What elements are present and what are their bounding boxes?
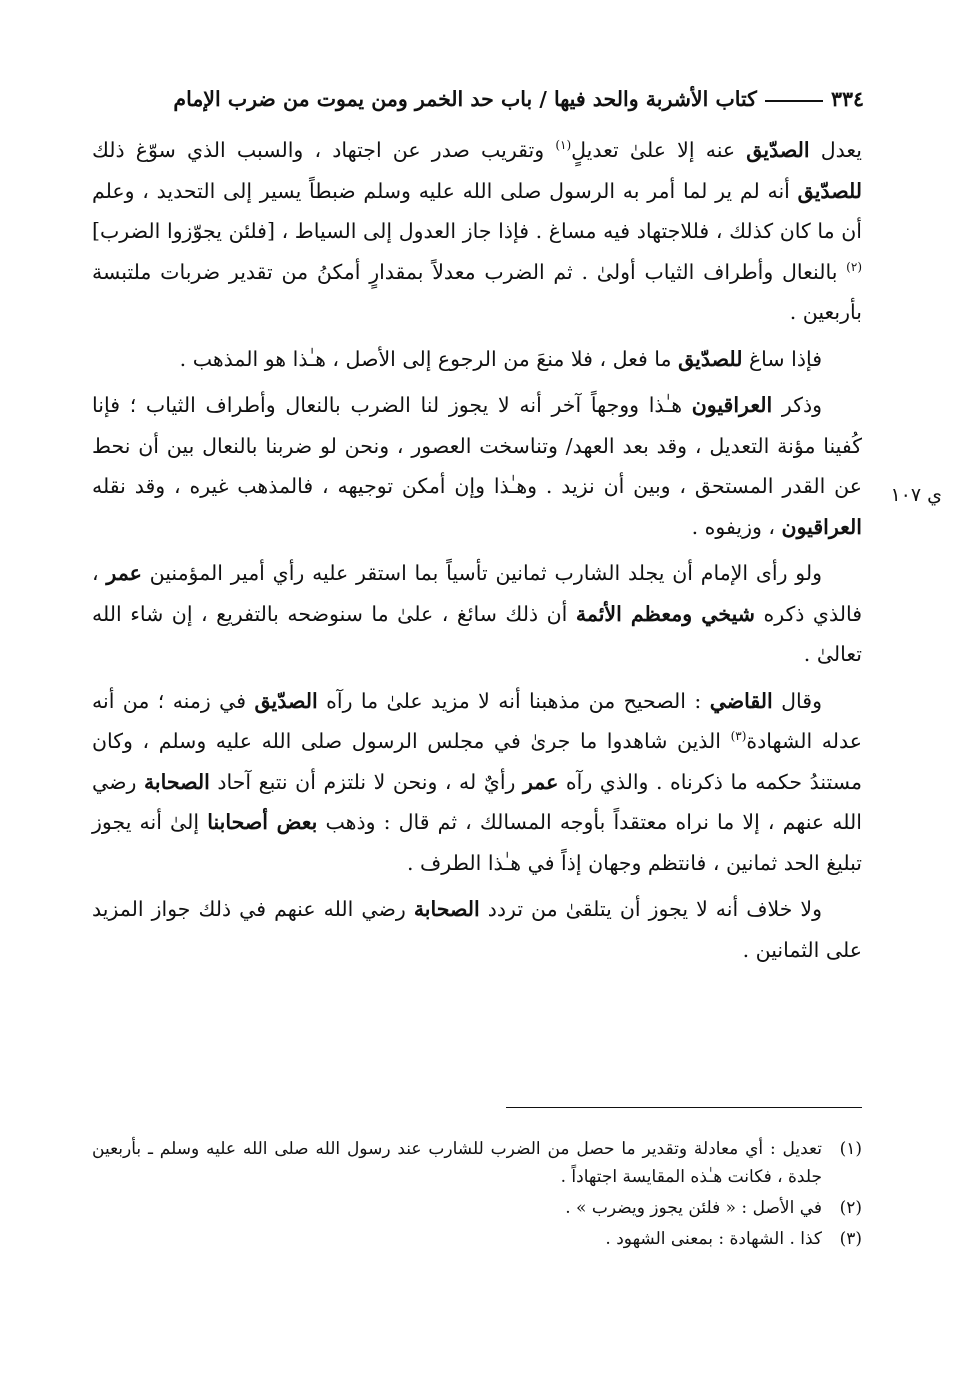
emphasized-name: عمر [106,561,142,585]
emphasized-name: الصحابة [143,769,210,794]
footnote-number: (١) [839,1139,862,1159]
text-run: رأيٌ له ، ونحن لا نلتزم أن نتبع آحاد [209,769,523,794]
text-run: وتقريب صدر عن اجتهاد ، والسبب الذي سوّغ ذلك [92,138,556,162]
footnote-number: (٣) [839,1229,862,1249]
running-header [92,80,864,118]
text-run: أنه لم ير لما أمر به الرسول صلى الله عليه وسلم ضبطاً يسير إلى التحديد ، وعلم أن ما كان كذلك ، فللاجتهاد فيه مساغ . فإذا جاز العدول إلى السياط ، [فلئن يجوّزوا الضرب] [92,178,862,243]
margin-reference: ي ١٠٧ [890,484,942,506]
text-run: يعدل [809,138,862,162]
footnote [92,1194,862,1222]
paragraph [92,681,862,884]
footnote-ref: (١) [555,138,572,153]
emphasized-name: بعض أصحابنا [207,810,318,834]
emphasized-name: شيخي ومعظم الأئمة [575,601,755,626]
text-run: ، وزيفوه . [691,514,782,539]
emphasized-name: للصدّيق [678,346,743,371]
footnote-text: كذا . الشهادة : بمعنى الشهود . [605,1229,822,1249]
text-run: ولو رأى الإمام أن يجلد الشارب ثمانين تأسياً بما استقر عليه رأي أمير المؤمنين [141,561,823,585]
text-run: بالنعال وأطراف الثياب أولىٰ . ثم الضرب معدلاً بمقدارٍ أمكنُ من تقدير ضربات ملتبسة بأربعين . [92,259,862,324]
main-text [92,130,862,976]
text-run: عنه إلا علىٰ تعديلٍ [571,138,747,162]
footnote-ref: (٢) [846,259,862,274]
text-run: فإذا ساغ [742,346,822,371]
footnote-number: (٢) [839,1198,862,1218]
emphasized-name: القاضي [709,688,773,713]
paragraph [92,385,862,547]
emphasized-name: الصحابة [413,897,480,921]
emphasized-name: عمر [522,769,559,794]
emphasized-name: للصدّيق [797,178,862,203]
paragraph [92,889,862,970]
emphasized-name: الصدّيق [254,688,318,713]
footnote-separator [506,1107,862,1108]
text-run: في زمنه ؛ من أنه عدله الشهادة [92,688,862,753]
text-run: ما فعل ، فلا منعَ من الرجوع إلى الأصل ، هـٰذا هو المذهب . [179,346,679,371]
emphasized-name: العراقيون [691,393,773,417]
text-run: رضي الله عنهم ، إلا ما نراه معتقداً بأوجه المسالك ، ثم قال : وذهب [92,769,862,834]
text-run: الذين شاهدوا ما جرىٰ في مجلس الرسول صلى الله عليه وسلم ، وكان مستندُ حكمه ما ذكرناه . والذي رآه [92,729,862,794]
paragraph [92,130,862,333]
text-run: : الصحيح من مذهبنا أنه لا مزيد علىٰ ما رآه [317,688,710,713]
page-number: ٣٣٤ [830,87,864,111]
text-run: ولا خلاف أنه لا يجوز أن يتلقىٰ من تردد [479,897,822,921]
paragraph [92,339,862,380]
footnote-text: في الأصل : « فلئن يجوز ويضرب » . [565,1198,822,1218]
footnote [92,1225,862,1253]
text-run: إلىٰ أنه يجوز تبليغ الحد ثمانين ، فانتظم وجهان إذاً في هـٰذا الطرف . [92,810,862,875]
footnotes [92,1135,862,1256]
paragraph [92,553,862,675]
text-run: هـٰذا ووجهاً آخر أنه لا يجوز لنا الضرب بالنعال وأطراف الثياب ؛ فإنا كُفينا مؤنة التعديل ، وقد بعد العهد/ وتناسخت العصور ، ونحن لو ضربنا بالنعال بين أن نحط عن القدر المستحق ، وبين أن نزيد . وهـٰذا وإن أمكن توجيهه ، فالمذهب غيره ، وقد نقله [92,393,862,498]
emphasized-name: العراقيون [781,514,862,539]
text-run: ، فالذي ذكره [92,561,863,626]
text-run: أن ذلك سائغ ، علىٰ ما سنوضحه بالتفريع ، إن شاء الله تعالىٰ . [92,601,862,666]
header-rule [765,100,823,102]
text-run: رضي الله عنهم في ذلك جواز المزيد على الثمانين . [92,897,862,962]
header-title: كتاب الأشربة والحد فيها / باب حد الخمر ومن يموت من ضرب الإمام [173,87,757,111]
footnote [92,1135,862,1191]
footnote-ref: (٣) [730,729,747,744]
footnote-text: تعديل : أي معادلة وتقدير ما حصل من الضرب للشارب عند رسول الله صلى الله عليه وسلم ـ بأربعين جلدة ، فكانت هـٰذه المقايسة اجتهاداً . [92,1139,822,1187]
text-run: وقال [772,688,822,713]
text-run: وذكر [772,393,822,417]
emphasized-name: الصدّيق [746,138,810,162]
